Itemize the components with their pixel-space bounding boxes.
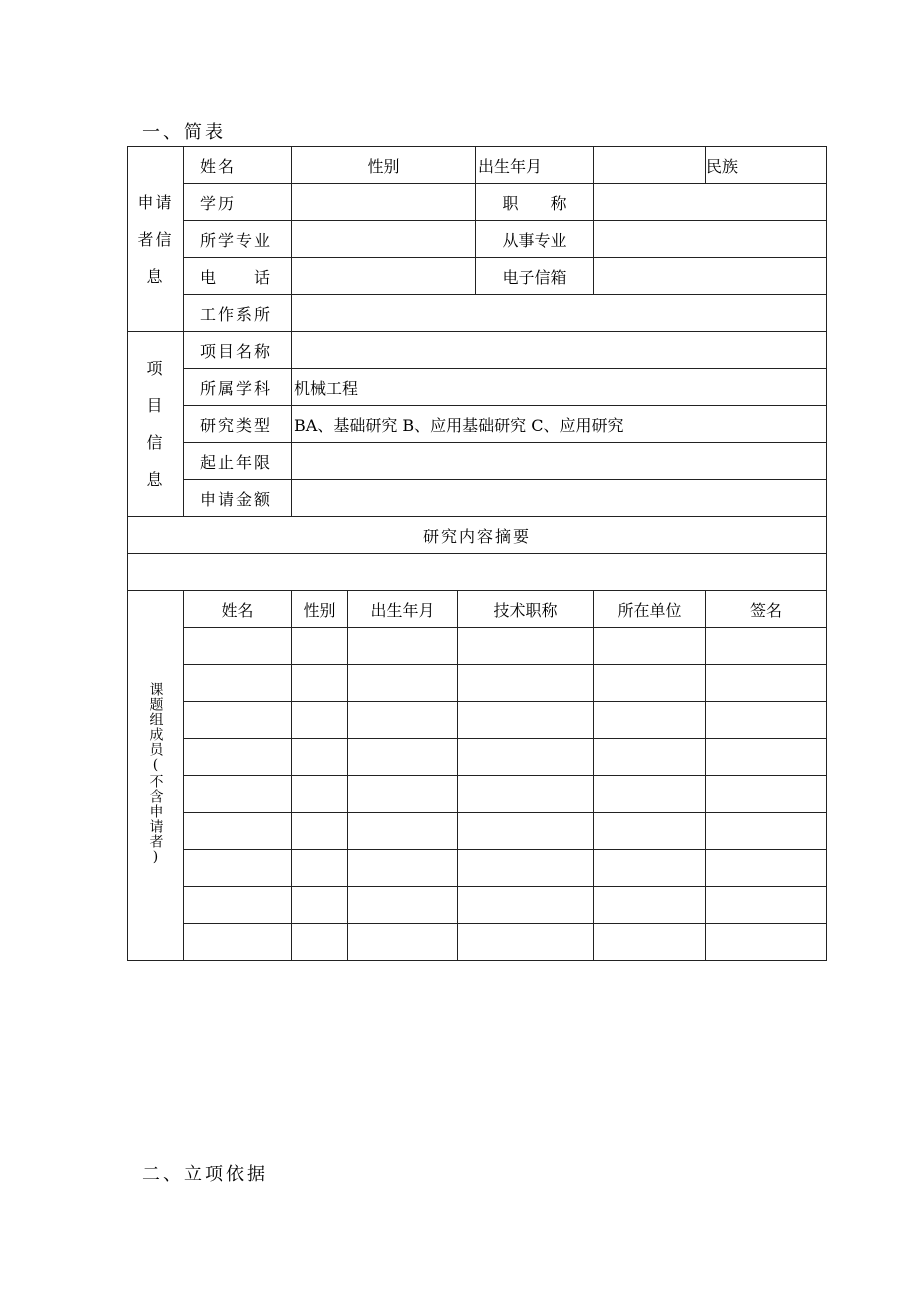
amount-label: 申请金额	[184, 480, 292, 517]
members-col-birth: 出生年月	[348, 591, 458, 628]
member-cell[interactable]	[184, 665, 292, 702]
title-label: 职 称	[476, 184, 594, 221]
member-row	[128, 702, 827, 739]
members-group-label: 课题组成员(不含申请者)	[147, 681, 164, 866]
member-cell[interactable]	[706, 776, 827, 813]
member-cell[interactable]	[594, 739, 706, 776]
member-cell[interactable]	[594, 924, 706, 961]
section-heading-basis: 二、立项依据	[142, 1164, 268, 1185]
major-value-field[interactable]	[292, 221, 476, 258]
member-cell[interactable]	[458, 702, 594, 739]
member-row	[128, 850, 827, 887]
member-cell[interactable]	[706, 850, 827, 887]
member-cell[interactable]	[184, 924, 292, 961]
members-col-gender: 性别	[292, 591, 348, 628]
member-cell[interactable]	[458, 887, 594, 924]
phone-value-field[interactable]	[292, 258, 476, 295]
member-cell[interactable]	[348, 665, 458, 702]
member-cell[interactable]	[594, 887, 706, 924]
project-name-label: 项目名称	[184, 332, 292, 369]
member-cell[interactable]	[706, 739, 827, 776]
gender-label: 性别	[292, 147, 476, 184]
member-cell[interactable]	[458, 739, 594, 776]
field-value-field[interactable]	[594, 221, 827, 258]
member-cell[interactable]	[706, 887, 827, 924]
member-cell[interactable]	[292, 924, 348, 961]
members-col-signature: 签名	[706, 591, 827, 628]
member-row	[128, 776, 827, 813]
member-row	[128, 813, 827, 850]
email-label: 电子信箱	[476, 258, 594, 295]
major-label: 所学专业	[184, 221, 292, 258]
member-cell[interactable]	[458, 850, 594, 887]
applicant-group-label: 申请 者信 息	[128, 147, 184, 332]
member-cell[interactable]	[594, 702, 706, 739]
member-row	[128, 628, 827, 665]
member-row	[128, 924, 827, 961]
name-label: 姓名	[184, 147, 292, 184]
summary-content-field[interactable]	[128, 554, 827, 591]
member-cell[interactable]	[706, 665, 827, 702]
member-cell[interactable]	[292, 665, 348, 702]
member-cell[interactable]	[292, 628, 348, 665]
member-cell[interactable]	[292, 887, 348, 924]
birth-label: 出生年月	[476, 147, 594, 184]
period-value-field[interactable]	[292, 443, 827, 480]
education-label: 学历	[184, 184, 292, 221]
project-name-field[interactable]	[292, 332, 827, 369]
member-cell[interactable]	[348, 887, 458, 924]
member-cell[interactable]	[458, 924, 594, 961]
summary-heading: 研究内容摘要	[128, 517, 827, 554]
member-cell[interactable]	[348, 628, 458, 665]
member-cell[interactable]	[184, 850, 292, 887]
member-row	[128, 887, 827, 924]
member-row	[128, 739, 827, 776]
member-cell[interactable]	[706, 628, 827, 665]
member-cell[interactable]	[184, 776, 292, 813]
discipline-label: 所属学科	[184, 369, 292, 406]
education-value-field[interactable]	[292, 184, 476, 221]
research-type-label: 研究类型	[184, 406, 292, 443]
member-cell[interactable]	[706, 702, 827, 739]
members-col-title: 技术职称	[458, 591, 594, 628]
members-group-cell	[128, 591, 184, 961]
title-value-field[interactable]	[594, 184, 827, 221]
brief-form-table	[127, 146, 827, 961]
member-cell[interactable]	[348, 813, 458, 850]
member-cell[interactable]	[458, 813, 594, 850]
member-cell[interactable]	[348, 924, 458, 961]
member-cell[interactable]	[292, 850, 348, 887]
members-col-name: 姓名	[184, 591, 292, 628]
member-cell[interactable]	[348, 739, 458, 776]
department-value-field[interactable]	[292, 295, 827, 332]
project-group-label: 项 目 信 息	[128, 332, 184, 517]
member-cell[interactable]	[348, 776, 458, 813]
birth-value-field[interactable]	[594, 147, 706, 184]
amount-value-field[interactable]	[292, 480, 827, 517]
member-cell[interactable]	[184, 887, 292, 924]
member-cell[interactable]	[706, 924, 827, 961]
email-value-field[interactable]	[594, 258, 827, 295]
ethnicity-label: 民族	[706, 147, 827, 184]
member-cell[interactable]	[594, 776, 706, 813]
field-label: 从事专业	[476, 221, 594, 258]
member-cell[interactable]	[184, 628, 292, 665]
members-col-unit: 所在单位	[594, 591, 706, 628]
phone-label: 电 话	[184, 258, 292, 295]
member-cell[interactable]	[706, 813, 827, 850]
member-cell[interactable]	[594, 850, 706, 887]
member-cell[interactable]	[184, 813, 292, 850]
member-cell[interactable]	[348, 702, 458, 739]
discipline-value[interactable]: 机械工程	[292, 369, 827, 406]
section-heading-brief: 一、简表	[142, 122, 226, 143]
member-cell[interactable]	[292, 702, 348, 739]
member-cell[interactable]	[292, 776, 348, 813]
member-cell[interactable]	[184, 702, 292, 739]
member-cell[interactable]	[292, 739, 348, 776]
member-cell[interactable]	[184, 739, 292, 776]
member-cell[interactable]	[348, 850, 458, 887]
member-cell[interactable]	[458, 628, 594, 665]
member-cell[interactable]	[594, 665, 706, 702]
department-label: 工作系所	[184, 295, 292, 332]
research-type-value[interactable]: BA、基础研究 B、应用基础研究 C、应用研究	[292, 406, 827, 443]
member-cell[interactable]	[292, 813, 348, 850]
member-cell[interactable]	[594, 628, 706, 665]
member-cell[interactable]	[594, 813, 706, 850]
period-label: 起止年限	[184, 443, 292, 480]
member-row	[128, 665, 827, 702]
member-cell[interactable]	[458, 776, 594, 813]
member-cell[interactable]	[458, 665, 594, 702]
